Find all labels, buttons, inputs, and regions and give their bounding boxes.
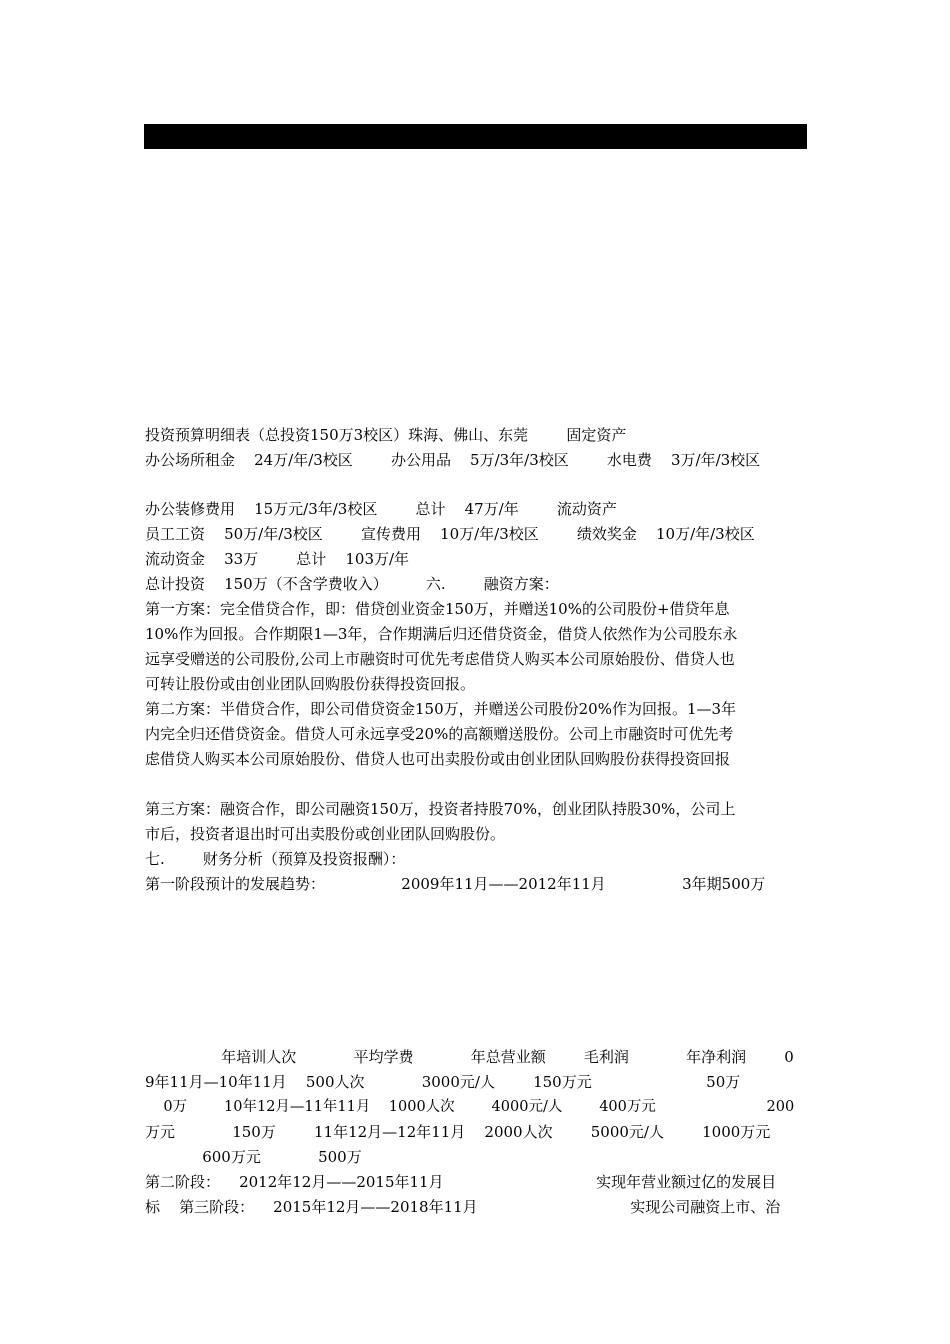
text-line: 办公场所租金 24万/年/3校区 办公用品 5万/3年/3校区 水电费 3万/年/3校区 (145, 451, 761, 469)
table-header-line: 年培训人次 平均学费 年总营业额 毛利润 年净利润 0 (145, 1048, 794, 1066)
table-row-line: 0万 10年12月—11年11月 1000人次 4000元/人 400万元 200 (145, 1099, 795, 1115)
text-line: 第二阶段： 2012年12月——2015年11月 实现年营业额过亿的发展目 (145, 1173, 777, 1191)
table-row-line: 600万元 500万 (145, 1148, 362, 1166)
text-line: 市后，投资者退出时可出卖股份或创业团队回购股份。 (145, 825, 506, 843)
table-row-line: 万元 150万 11年12月—12年11月 2000人次 5000元/人 1000万元 (145, 1123, 771, 1141)
text-line: 标 第三阶段： 2015年12月——2018年11月 实现公司融资上市、治 (145, 1198, 781, 1216)
text-line: 10%作为回报。合作期限1—3年，合作期满后归还借贷资金，借贷人依然作为公司股东永 (145, 625, 738, 643)
header-black-bar (144, 124, 807, 149)
text-line: 第一阶段预计的发展趋势： 2009年11月——2012年11月 3年期500万 (145, 875, 766, 893)
text-line: 投资预算明细表（总投资150万3校区）珠海、佛山、东莞 固定资产 (145, 426, 627, 444)
text-line: 虑借贷人购买本公司原始股份、借贷人也可出卖股份或由创业团队回购股份获得投资回报 (145, 750, 731, 768)
text-line: 第二方案：半借贷合作，即公司借贷资金150万，并赠送公司股份20%作为回报。1—3年 (145, 700, 737, 718)
text-line: 可转让股份或由创业团队回购股份获得投资回报。 (145, 675, 476, 693)
text-line: 内完全归还借贷资金。借贷人可永远享受20%的高额赠送股份。公司上市融资时可优先考 (145, 725, 734, 743)
text-line: 员工工资 50万/年/3校区 宣传费用 10万/年/3校区 绩效奖金 10万/年/3校区 (145, 525, 755, 543)
text-line: 第一方案：完全借贷合作，即：借贷创业资金150万，并赠送10%的公司股份+借贷年息 (145, 600, 730, 618)
text-line: 流动资金 33万 总计 103万/年 (145, 550, 410, 568)
text-line: 七. 财务分析（预算及投资报酬）： (145, 850, 406, 868)
text-line: 第三方案：融资合作，即公司融资150万，投资者持股70%，创业团队持股30%，公司上 (145, 800, 736, 818)
text-line: 总计投资 150万（不含学费收入） 六. 融资方案： (145, 575, 559, 593)
text-line: 远享受赠送的公司股份,公司上市融资时可优先考虑借贷人购买本公司原始股份、借贷人也 (145, 650, 735, 668)
table-row-line: 9年11月—10年11月 500人次 3000元/人 150万元 50万 (145, 1073, 741, 1091)
text-line: 办公装修费用 15万元/3年/3校区 总计 47万/年 流动资产 (145, 500, 617, 518)
